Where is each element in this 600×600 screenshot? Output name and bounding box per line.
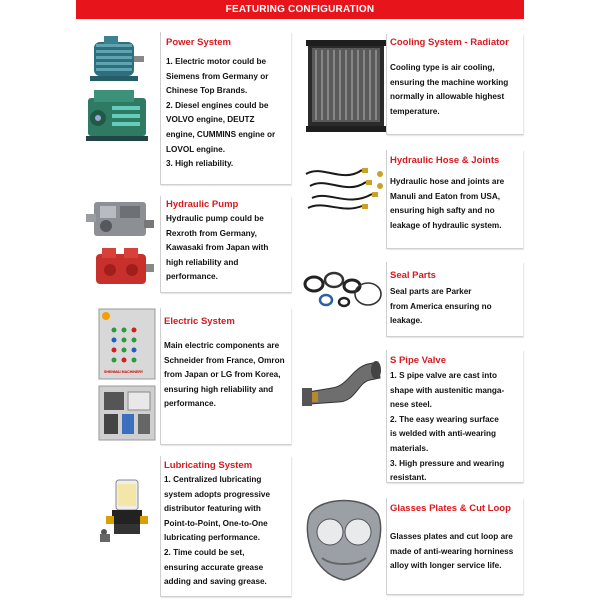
text-line: performance.	[166, 272, 218, 282]
text-line: lubricating performance.	[164, 533, 260, 543]
s-pipe-valve-title: S Pipe Valve	[390, 355, 446, 366]
hydraulic-pump-image	[86, 196, 158, 296]
text-line: from Japan or LG from Korea,	[164, 370, 281, 380]
diesel-engine-icon	[86, 90, 148, 141]
electric-control-cabinet-image	[98, 308, 156, 442]
s-pipe-valve-image	[302, 358, 384, 418]
text-line: 2. Diesel engines could be	[166, 100, 269, 110]
power-system-description	[166, 55, 275, 172]
text-line: from America ensuring no	[390, 301, 492, 311]
cooling-system-description	[390, 61, 508, 119]
text-line: 3. High reliability.	[166, 159, 234, 169]
text-line: ensuring high safty and no	[390, 206, 495, 216]
s-pipe-icon	[302, 361, 381, 406]
text-line: Schneider from France, Omron	[164, 355, 285, 365]
text-line: 1. Centralized lubricating	[164, 475, 262, 484]
text-line: ensuring accurate grease	[164, 562, 264, 572]
electric-motor-icon	[90, 36, 144, 81]
text-line: Glasses plates and cut loop are	[390, 532, 513, 541]
control-panel-icon	[99, 309, 155, 379]
hydraulic-pump-description	[166, 212, 268, 285]
text-line: Cooling type is air cooling,	[390, 63, 495, 72]
text-line: distributor featuring with	[164, 504, 261, 514]
text-line: nese steel.	[390, 400, 432, 410]
hydraulic-hose-image	[302, 160, 386, 216]
text-line: 2. Time could be set,	[164, 547, 245, 557]
seal-parts-title: Seal Parts	[390, 270, 436, 281]
text-line: high reliability and	[166, 257, 239, 267]
glasses-plates-title: Glasses Plates & Cut Loop	[390, 503, 511, 514]
text-line: adding and saving grease.	[164, 577, 267, 587]
seal-rings-icon	[305, 273, 381, 306]
s-pipe-valve-description	[390, 369, 504, 486]
rexroth-pump-icon	[86, 202, 154, 236]
glasses-plate-image	[302, 494, 386, 586]
featuring-configuration-banner: FEATURING CONFIGURATION	[76, 0, 524, 19]
lubricating-system-description	[164, 473, 270, 590]
grease-pump-icon	[100, 480, 148, 542]
hydraulic-hose-title: Hydraulic Hose & Joints	[390, 155, 500, 166]
text-line: 3. High pressure and wearing	[390, 458, 505, 468]
text-line: Rexroth from Germany,	[166, 228, 257, 238]
text-line: system adopts progressive	[164, 489, 271, 499]
glasses-plates-description	[390, 530, 513, 574]
text-line: 1. S pipe valve are cast into	[390, 371, 497, 380]
text-line: normally in allowable highest	[390, 92, 505, 102]
text-line: 1. Electric motor could be	[166, 57, 267, 66]
text-line: Main electric components are	[164, 341, 280, 350]
cooling-system-title: Cooling System - Radiator	[390, 37, 509, 48]
hydraulic-pump-title: Hydraulic Pump	[166, 199, 239, 210]
text-line: ensuring the machine working	[390, 77, 509, 87]
radiator-image	[306, 40, 386, 136]
glasses-plate-icon	[307, 501, 380, 581]
text-line: leakage of hydraulic system.	[390, 220, 502, 230]
text-line: made of anti-wearing horniness	[390, 546, 514, 556]
radiator-icon	[306, 40, 386, 132]
text-line: ensuring high reliability and	[164, 384, 274, 394]
text-line: Hydraulic pump could be	[166, 214, 264, 223]
text-line: Chinese Top Brands.	[166, 86, 248, 96]
text-line: Seal parts are Parker	[390, 287, 472, 296]
electric-system-title: Electric System	[164, 316, 235, 327]
lubrication-pump-image	[96, 476, 156, 548]
hydraulic-hose-description	[390, 175, 504, 233]
text-line: Kawasaki from Japan with	[166, 243, 269, 253]
electric-system-description	[164, 339, 285, 412]
hose-icon	[306, 170, 372, 209]
text-line: Point-to-Point, One-to-One	[164, 518, 268, 528]
text-line: LOVOL engine.	[166, 144, 225, 154]
text-line: engine, CUMMINS engine or	[166, 129, 276, 139]
text-line: leakage.	[390, 316, 423, 326]
text-line: Hydraulic hose and joints are	[390, 177, 505, 186]
lubricating-system-title: Lubricating System	[164, 460, 253, 471]
text-line: Siemens from Germany or	[166, 71, 269, 81]
power-system-title: Power System	[166, 37, 231, 48]
seal-parts-image	[302, 266, 384, 310]
text-line: VOLVO engine, DEUTZ	[166, 115, 255, 125]
text-line: alloy with longer service life.	[390, 561, 502, 571]
text-line: resistant.	[390, 473, 427, 483]
text-line: Manuli and Eaton from USA,	[390, 191, 501, 201]
svg-text:SHENMAI MACHINERY: SHENMAI MACHINERY	[104, 370, 144, 374]
text-line: shape with austenitic manga-	[390, 385, 505, 395]
joints-icon	[362, 168, 383, 209]
electric-motor-and-diesel-engine-image	[80, 32, 158, 150]
cabinet-interior-icon	[99, 386, 155, 440]
text-line: temperature.	[390, 106, 440, 116]
text-line: materials.	[390, 443, 429, 453]
text-line: 2. The easy wearing surface	[390, 414, 499, 424]
text-line: is welded with anti-wearing	[390, 429, 496, 439]
seal-parts-description	[390, 285, 492, 329]
kawasaki-pump-icon	[96, 248, 154, 284]
text-line: performance.	[164, 399, 216, 409]
